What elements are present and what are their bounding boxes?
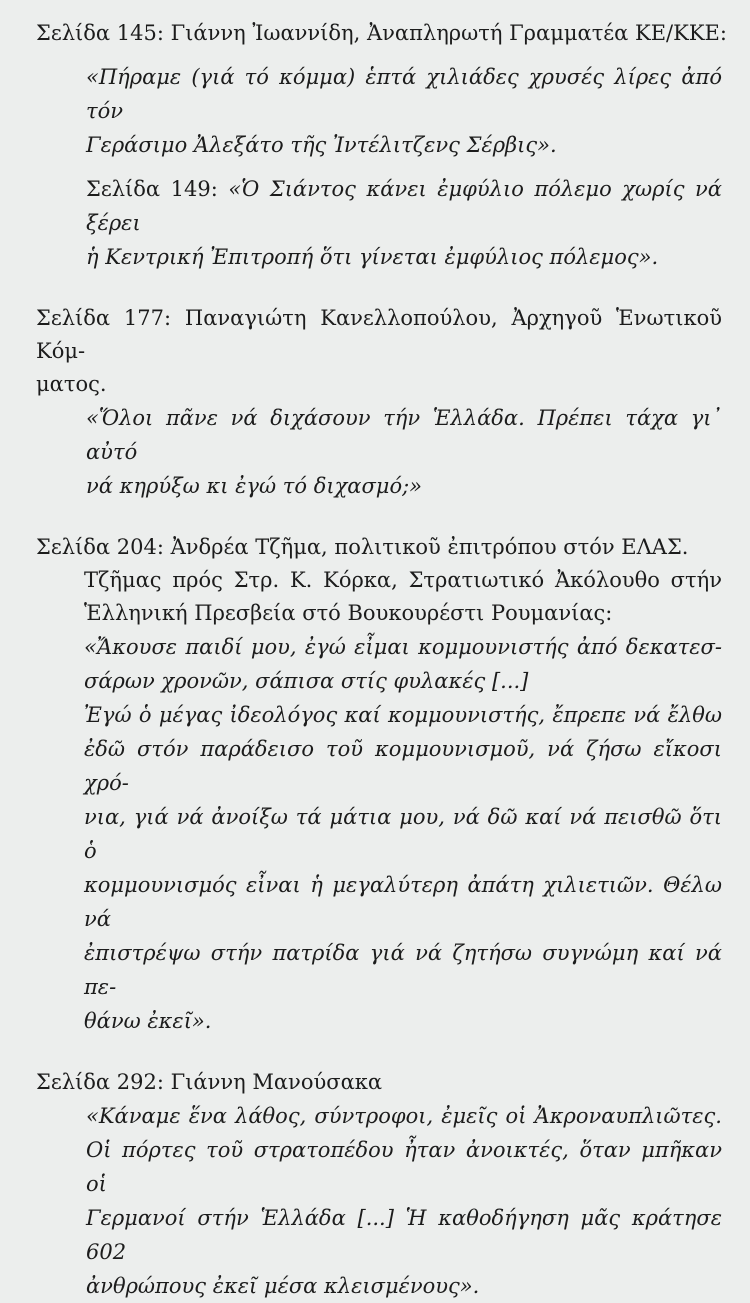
entry-page-204 [36,531,722,1038]
entry-page-177 [36,302,722,503]
quote-line: Ἐγώ ὁ μέγας ἰδεολόγος καί κομμουνιστής, ἔπρεπε νά ἔλθω [84,703,722,727]
quote-line: ἐδῶ στόν παράδεισο τοῦ κομμουνισμοῦ, νά ζήσω εἴκοσι χρό- [84,737,722,795]
quote-line: «Ὅλοι πᾶνε νά διχάσουν τήν Ἑλλάδα. Πρέπει τάχα γι᾽ αὐτό [86,406,722,464]
quote-line: «Κάναμε ἕνα λάθος, σύντροφοι, ἐμεῖς οἱ Ἀκροναυπλιῶτες. [86,1104,722,1128]
quote-line: Οἱ πόρτες τοῦ στρατοπέδου ἦταν ἀνοικτές, ὅταν μπῆκαν οἱ [86,1138,722,1196]
quote-line: ἐπιστρέψω στήν πατρίδα γιά νά ζητήσω συγνώμη καί νά πε- [84,941,722,999]
quote-line: νια, γιά νά ἀνοίξω τά μάτια μου, νά δῶ καί νά πεισθῶ ὅτι ὁ [84,805,722,863]
heading-line: Σελίδα 177: Παναγιώτη Κανελλοπούλου, Ἀρχηγοῦ Ἑνωτικοῦ Κόμ- [36,306,722,363]
heading-line: Σελίδα 204: Ἀνδρέα Τζῆμα, πολιτικοῦ ἐπιτρόπου στόν ΕΛΑΣ. [36,535,689,559]
quote-line [86,172,722,240]
quote-text: «Ὁ Σιάντος κάνει ἐμφύλιο πόλεμο χωρίς νά ξέρει [86,177,722,235]
quote-block [36,1099,722,1303]
entry-heading [36,1066,722,1099]
quote-line: Γερμανοί στήν Ἑλλάδα [...] Ἡ καθοδήγηση μᾶς κράτησε 602 [86,1206,722,1264]
subheading-line: Ἑλληνική Πρεσβεία στό Βουκουρέστι Ρουμανίας: [84,601,613,625]
quote-block [36,630,722,1038]
heading-line: ματος. [36,372,107,396]
entry-heading [36,302,722,401]
heading-line: Σελίδα 292: Γιάννη Μανούσακα [36,1070,383,1094]
quote-line: «Ἄκουσε παιδί μου, ἐγώ εἶμαι κομμουνιστής ἀπό δεκατεσ- [84,635,722,659]
entry-subheading [36,564,722,630]
entry-page-145 [36,17,727,274]
quote-line: θάνω ἐκεῖ». [84,1009,212,1033]
quote-line: «Πήραμε (γιά τό κόμμα) ἑπτά χιλιάδες χρυσές λίρες ἀπό τόν [86,65,722,123]
entry-heading [36,17,727,50]
subheading-line: Τζῆμας πρός Στρ. Κ. Κόρκα, Στρατιωτικό Ἀκόλουθο στήν [84,568,722,592]
quote-block [36,60,722,162]
quote-page-label: Σελίδα 149: [86,177,229,201]
quote-line: σάρων χρονῶν, σάπισα στίς φυλακές [...] [84,669,529,693]
entry-heading [36,531,722,564]
entry-page-292 [36,1066,722,1303]
quote-line: ἀνθρώπους ἐκεῖ μέσα κλεισμένους». [86,1274,480,1298]
quote-block [36,172,722,274]
quote-block [36,401,722,503]
quote-line: ἡ Κεντρική Ἐπιτροπή ὅτι γίνεται ἐμφύλιος πόλεμος». [86,245,659,269]
quote-line: νά κηρύξω κι ἐγώ τό διχασμό;» [86,474,423,498]
quote-line: κομμουνισμός εἶναι ἡ μεγαλύτερη ἀπάτη χιλιετιῶν. Θέλω νά [84,873,722,931]
quote-line: Γεράσιμο Ἀλεξάτο τῆς Ἰντέλιτζενς Σέρβις». [86,133,557,157]
heading-line: Σελίδα 145: Γιάννη Ἰωαννίδη, Ἀναπληρωτή Γραμματέα ΚΕ/ΚΚΕ: [36,21,727,45]
